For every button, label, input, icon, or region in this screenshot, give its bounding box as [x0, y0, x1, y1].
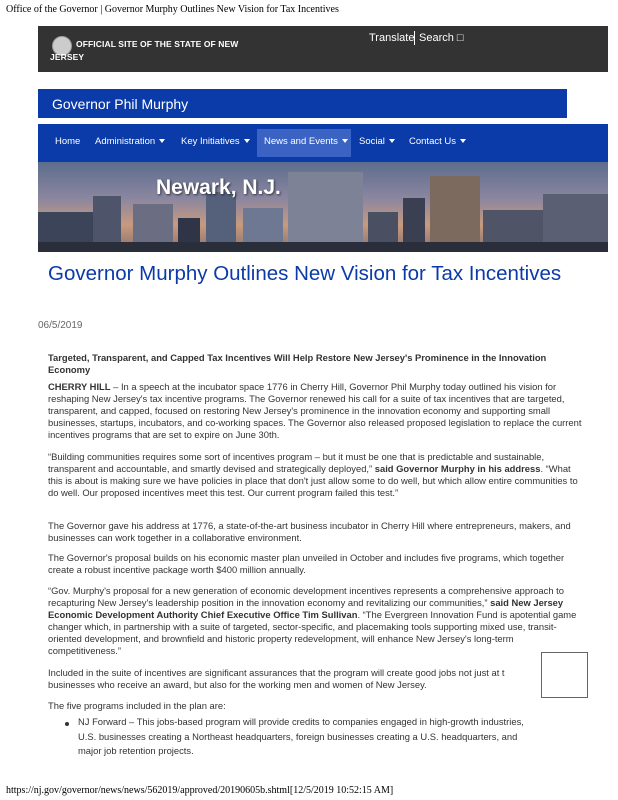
official-site-bar [38, 26, 608, 72]
article-paragraph-line: businesses who receive an award, but also for the working men and women of New Jersey. [48, 679, 427, 690]
chevron-down-icon [460, 139, 466, 143]
floating-widget-box[interactable] [541, 652, 588, 698]
article-paragraph-line: Included in the suite of incentives are significant assurances that the program will create good jobs not just at t [48, 667, 505, 678]
banner-caption: Newark, N.J. [156, 176, 281, 199]
nav-item-news-and-events[interactable]: News and Events [264, 136, 348, 147]
official-site-label[interactable]: OFFICIAL SITE OF THE STATE OF NEW JERSEY [50, 39, 239, 62]
article-subhead: Targeted, Transparent, and Capped Tax Incentives Will Help Restore New Jersey's Prominence in the Innovation Economy [48, 352, 547, 375]
search-link[interactable]: Search □ [419, 32, 464, 44]
city-banner-image [38, 162, 608, 252]
print-footer: https://nj.gov/governor/news/news/562019/approved/20190605b.shtml[12/5/2019 10:52:15 AM] [6, 785, 394, 796]
article-paragraph: “Building communities requires some sort of incentives program – but it must be one that is predictable and sustainable, transparent and accountable, and smartly devised and strategically deployed,” said Governor Murphy in his address. “What this is about is making sure we have policies in place that don't just allow some to do well, but which allow entire communities to do well. Our proposed incentives meet this test. Our current program failed this test.” [48, 451, 578, 499]
divider [414, 31, 415, 45]
nav-item-administration[interactable]: Administration [95, 136, 165, 147]
list-item: NJ Forward – This jobs-based program will provide credits to companies engaged in high-growth industries, U.S. businesses creating a Northeast headquarters, foreign businesses creating a U.S. headquarters, and major job retention projects. [78, 716, 524, 757]
chevron-down-icon [342, 139, 348, 143]
article-date: 06/5/2019 [38, 320, 83, 331]
nav-item-contact-us[interactable]: Contact Us [409, 136, 466, 147]
nav-item-home[interactable]: Home [55, 136, 81, 147]
article-paragraph: The Governor's proposal builds on his economic master plan unveiled in October and includes five programs, which together create a robust incentive package worth $400 million annually. [48, 552, 565, 576]
nav-item-social[interactable]: Social [359, 136, 395, 147]
article-title: Governor Murphy Outlines New Vision for Tax Incentives [48, 262, 562, 285]
governor-header [38, 89, 567, 118]
chevron-down-icon [159, 139, 165, 143]
article-paragraph: The five programs included in the plan are: [48, 700, 226, 711]
translate-link[interactable]: Translate [369, 32, 415, 44]
chevron-down-icon [389, 139, 395, 143]
print-header: Office of the Governor | Governor Murphy Outlines New Vision for Tax Incentives [6, 4, 339, 15]
article-paragraph: The Governor gave his address at 1776, a state-of-the-art business incubator in Cherry Hill where entrepreneurs, makers, and businesses can work together in a collaborative environment. [48, 520, 571, 544]
chevron-down-icon [244, 139, 250, 143]
site-title[interactable]: Governor Phil Murphy [52, 96, 189, 112]
article-paragraph: CHERRY HILL – In a speech at the incubator space 1776 in Cherry Hill, Governor Phil Murphy today outlined his vision for reshaping New Jersey's tax incentive programs. The Governor renewed his call for a suite of tax incentives that are targeted, transparent, and capped, focused on restoring New Jersey's prominence in the innovation economy and supporting small businesses, startups, incubators, and co-working spaces. The Governor also released proposed legislation to replace the current incentives programs that are set to expire on June 30th. [48, 381, 582, 441]
article-paragraph: “Gov. Murphy's proposal for a new generation of economic development incentives represents a comprehensive approach to recapturing New Jersey's leadership position in the innovation economy and revitalizing our communities,” said New Jersey Economic Development Authority Chief Executive Office Tim Sullivan. “The Evergreen Innovation Fund is apotential game changer which, in partnership with a suite of targeted, sector-specific, and placemaking tools supporting mixed use, transit-oriented development, and brownfield and historic property redevelopment, will enhance New Jersey's long-term competitiveness.” [48, 585, 577, 657]
nav-item-key-initiatives[interactable]: Key Initiatives [181, 136, 250, 147]
main-nav [38, 124, 608, 162]
